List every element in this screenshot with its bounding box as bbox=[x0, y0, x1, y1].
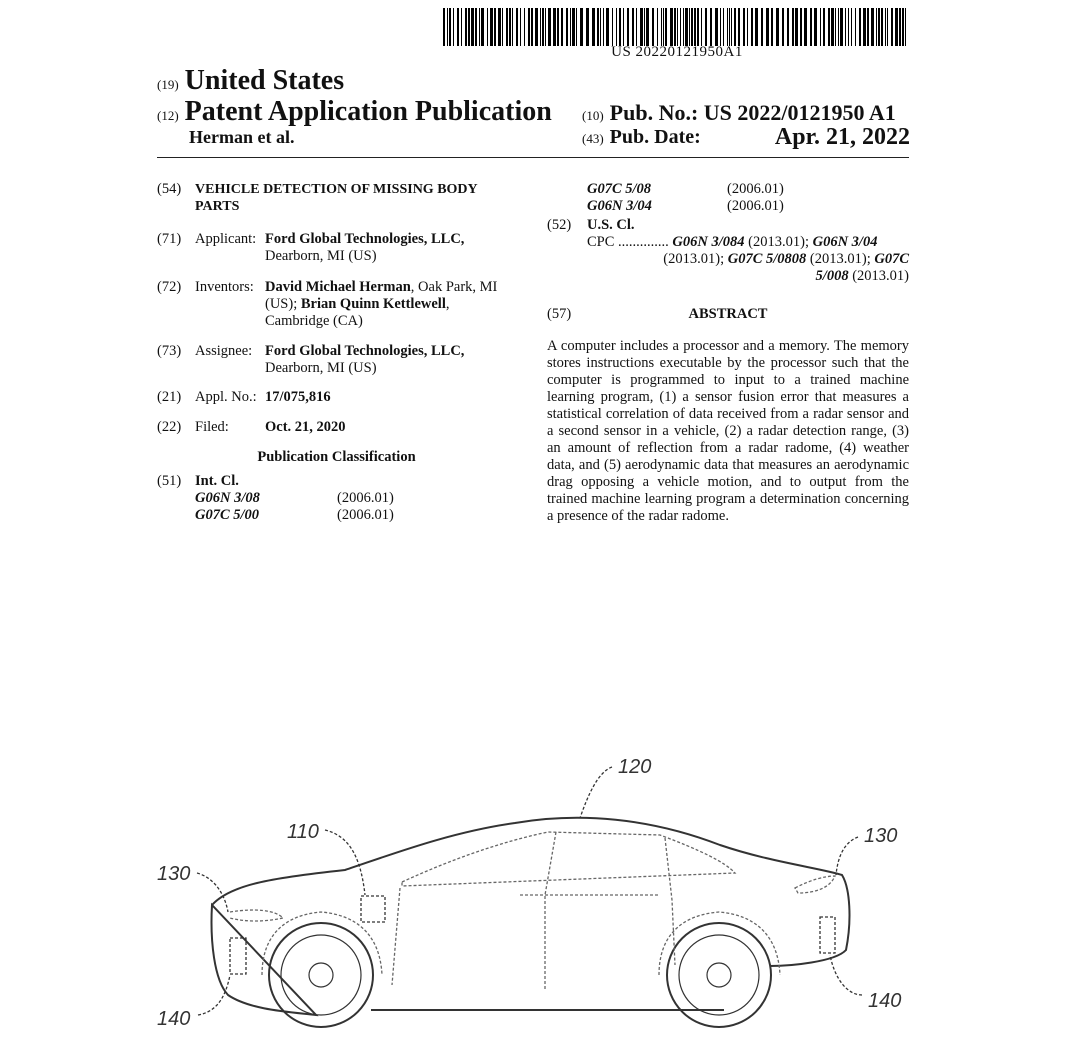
publication-classification-heading: Publication Classification bbox=[257, 449, 416, 465]
cpc-line: (2013.01); G07C 5/0808 (2013.01); G07C bbox=[663, 251, 909, 267]
abstract-tag: (57) bbox=[547, 306, 572, 322]
front-wheel bbox=[269, 923, 373, 1027]
filed-tag: (22) bbox=[157, 419, 182, 435]
car-body-outline bbox=[212, 818, 850, 1015]
int-cl-label: Int. Cl. bbox=[195, 473, 239, 489]
document-type-heading: (12) Patent Application Publication bbox=[157, 96, 552, 127]
ref-label-120: 120 bbox=[618, 756, 652, 778]
ref-label-110: 110 bbox=[287, 821, 319, 843]
barcode-number: US 20220121950A1 bbox=[611, 44, 743, 60]
authors: Herman et al. bbox=[189, 127, 295, 147]
country-heading: (19) United States bbox=[157, 65, 345, 96]
us-cl-label: U.S. Cl. bbox=[587, 217, 635, 233]
filed-label: Filed: bbox=[195, 419, 229, 435]
window-outline bbox=[402, 832, 735, 886]
cpc-line: 5/008 (2013.01) bbox=[815, 268, 909, 284]
publication-date: Apr. 21, 2022 bbox=[774, 124, 910, 150]
int-cl-code: G06N 3/04 bbox=[587, 198, 652, 214]
ref-label-140: 140 bbox=[868, 990, 902, 1012]
ref-label-140: 140 bbox=[157, 1008, 191, 1030]
inventors-tag: (72) bbox=[157, 279, 182, 295]
filed-date: Oct. 21, 2020 bbox=[265, 419, 346, 435]
inventors-label: Inventors: bbox=[195, 279, 254, 295]
int-cl-tag: (51) bbox=[157, 473, 182, 489]
int-cl-code: G06N 3/08 bbox=[195, 490, 260, 506]
int-cl-code: G07C 5/08 bbox=[587, 181, 652, 197]
sensor-box-140-rear bbox=[820, 917, 835, 953]
cpc-line: CPC .............. G06N 3/084 (2013.01); G06N 3/04 bbox=[587, 234, 878, 250]
assignee: Ford Global Technologies, LLC, Dearborn, MI (US) bbox=[265, 343, 465, 376]
int-cl-year: (2006.01) bbox=[337, 507, 394, 523]
inventors: David Michael Herman, Oak Park, MI (US); Brian Quinn Kettlewell, Cambridge (CA) bbox=[265, 279, 498, 329]
int-cl-year: (2006.01) bbox=[727, 198, 784, 214]
invention-title: VEHICLE DETECTION OF MISSING BODY PARTS bbox=[195, 182, 478, 214]
publication-date-label: (43) Pub. Date: bbox=[582, 126, 701, 148]
assignee-label: Assignee: bbox=[195, 343, 253, 359]
ref-label-130: 130 bbox=[157, 863, 191, 885]
appl-number: 17/075,816 bbox=[265, 389, 331, 405]
abstract-text: A computer includes a processor and a memory. The memory stores instructions executable by the processor such that the computer is programmed to input to a trained machine learning program, (1) a sensor fusion error that measures a statistical correlation of data received from a radar sensor and a second sensor in a vehicle, (2) a radar detection range, (3) an amount of reflection from a radar radome, (4) weather data, and (5) aerodynamic data that measures an aerodynamic drag opposing a vehicle motion, and to output from the trained machine learning program a determination concerning a presence of the radar radome. bbox=[547, 338, 909, 524]
sensor-box-140-front bbox=[230, 938, 246, 974]
applicant: Ford Global Technologies, LLC, Dearborn, MI (US) bbox=[265, 231, 465, 264]
ref-label-130: 130 bbox=[864, 825, 898, 847]
int-cl-year: (2006.01) bbox=[337, 490, 394, 506]
sensor-box-110 bbox=[361, 896, 385, 922]
assignee-tag: (73) bbox=[157, 343, 182, 359]
rear-wheel bbox=[667, 923, 771, 1027]
abstract-heading: ABSTRACT bbox=[688, 306, 768, 322]
int-cl-year: (2006.01) bbox=[727, 181, 784, 197]
title-tag: (54) bbox=[157, 181, 182, 197]
publication-number: (10) Pub. No.: US 2022/0121950 A1 bbox=[582, 100, 896, 125]
us-cl-tag: (52) bbox=[547, 217, 572, 233]
applicant-tag: (71) bbox=[157, 231, 182, 247]
int-cl-code: G07C 5/00 bbox=[195, 507, 260, 523]
appl-label: Appl. No.: bbox=[195, 389, 257, 405]
applicant-label: Applicant: bbox=[195, 231, 257, 247]
appl-tag: (21) bbox=[157, 389, 182, 405]
